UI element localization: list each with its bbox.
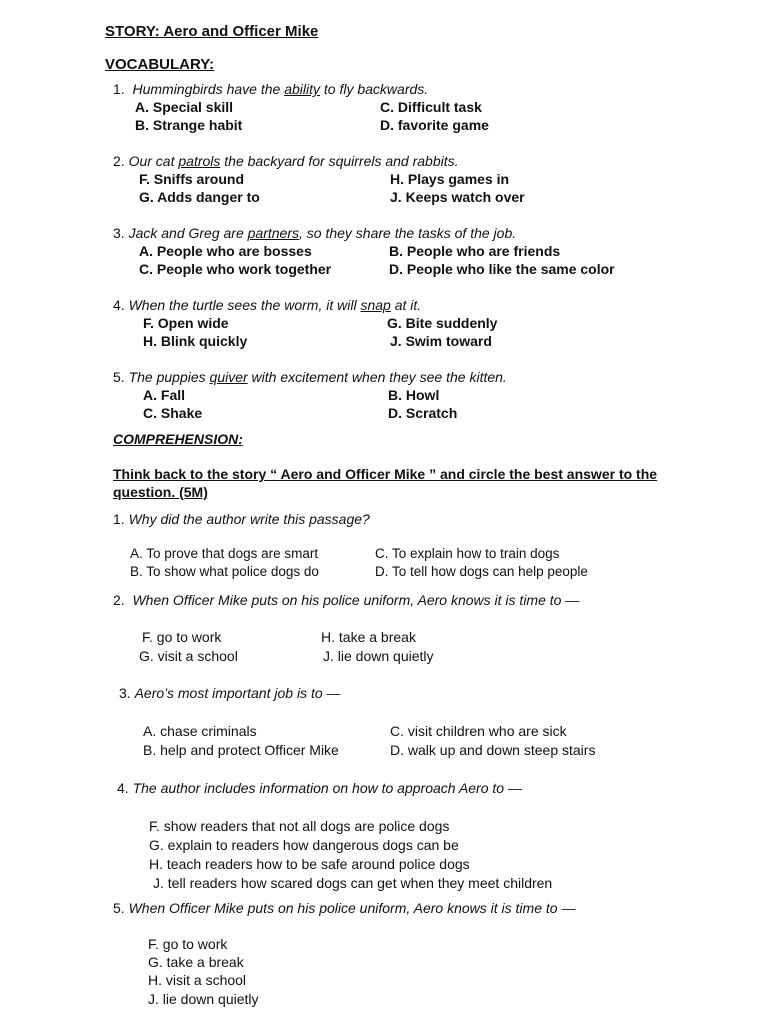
vocab-q1-option-c[interactable]: C. Difficult task bbox=[380, 99, 482, 115]
vocab-q1-option-b[interactable]: B. Strange habit bbox=[135, 117, 243, 133]
comp-q2-option-f[interactable]: F. go to work bbox=[142, 629, 222, 645]
comp-q3-option-a[interactable]: A. chase criminals bbox=[143, 723, 257, 739]
story-title: STORY: Aero and Officer Mike bbox=[105, 23, 319, 40]
vocab-q5-option-a[interactable]: A. Fall bbox=[143, 387, 186, 403]
vocab-question-1: 1. Hummingbirds have the ability to fly backwards. bbox=[113, 81, 429, 97]
vocab-q5-option-c[interactable]: C. Shake bbox=[143, 405, 203, 421]
vocab-q5-option-d[interactable]: D. Scratch bbox=[388, 405, 458, 421]
vocab-q2-option-f[interactable]: F. Sniffs around bbox=[139, 171, 244, 187]
comp-q3-option-b[interactable]: B. help and protect Officer Mike bbox=[143, 742, 339, 758]
comp-q1-option-c[interactable]: C. To explain how to train dogs bbox=[375, 546, 560, 561]
comp-q3-option-c[interactable]: C. visit children who are sick bbox=[390, 723, 567, 739]
vocab-q3-option-d[interactable]: D. People who like the same color bbox=[389, 261, 615, 277]
vocab-q3-option-a[interactable]: A. People who are bosses bbox=[139, 243, 312, 259]
vocab-question-2: 2. Our cat patrols the backyard for squirrels and rabbits. bbox=[113, 153, 459, 169]
vocab-question-4: 4. When the turtle sees the worm, it will snap at it. bbox=[113, 297, 422, 313]
comp-q5-option-f[interactable]: F. go to work bbox=[148, 936, 228, 952]
comp-q2-option-g[interactable]: G. visit a school bbox=[139, 648, 238, 664]
comp-q4-option-f[interactable]: F. show readers that not all dogs are police dogs bbox=[149, 818, 450, 834]
comp-q1-option-b[interactable]: B. To show what police dogs do bbox=[130, 564, 319, 579]
vocab-q4-option-g[interactable]: G. Bite suddenly bbox=[387, 315, 498, 331]
comp-q5-option-g[interactable]: G. take a break bbox=[148, 954, 244, 970]
comp-q1-option-a[interactable]: A. To prove that dogs are smart bbox=[130, 546, 319, 561]
vocab-q4-option-h[interactable]: H. Blink quickly bbox=[143, 333, 248, 349]
vocab-q2-option-h[interactable]: H. Plays games in bbox=[390, 171, 510, 187]
comp-question-2: 2. When Officer Mike puts on his police uniform, Aero knows it is time to — bbox=[113, 592, 580, 608]
comprehension-instruction-line-2: question. (5M) bbox=[113, 484, 208, 500]
vocab-q1-option-a[interactable]: A. Special skill bbox=[135, 99, 234, 115]
comp-question-1: 1. Why did the author write this passage? bbox=[113, 511, 370, 527]
comp-q4-option-g[interactable]: G. explain to readers how dangerous dogs can be bbox=[149, 837, 459, 853]
vocab-q4-option-j[interactable]: J. Swim toward bbox=[390, 333, 492, 349]
comp-q1-option-d[interactable]: D. To tell how dogs can help people bbox=[375, 564, 588, 579]
comprehension-heading: COMPREHENSION: bbox=[113, 431, 243, 447]
vocab-q1-option-d[interactable]: D. favorite game bbox=[380, 117, 489, 133]
comp-q5-option-h[interactable]: H. visit a school bbox=[148, 972, 247, 988]
comp-q5-option-j[interactable]: J. lie down quietly bbox=[148, 991, 259, 1007]
vocabulary-heading: VOCABULARY: bbox=[105, 56, 215, 73]
comp-question-4: 4. The author includes information on how to approach Aero to — bbox=[117, 780, 522, 796]
vocab-q4-option-f[interactable]: F. Open wide bbox=[143, 315, 229, 331]
vocab-q5-option-b[interactable]: B. Howl bbox=[388, 387, 440, 403]
vocab-question-3: 3. Jack and Greg are partners, so they share the tasks of the job. bbox=[113, 225, 517, 241]
comp-q4-option-h[interactable]: H. teach readers how to be safe around police dogs bbox=[149, 856, 470, 872]
comp-q3-option-d[interactable]: D. walk up and down steep stairs bbox=[390, 742, 596, 758]
vocab-q2-option-g[interactable]: G. Adds danger to bbox=[139, 189, 260, 205]
comp-q2-option-j[interactable]: J. lie down quietly bbox=[323, 648, 434, 664]
vocab-q2-option-j[interactable]: J. Keeps watch over bbox=[390, 189, 525, 205]
vocab-q3-option-b[interactable]: B. People who are friends bbox=[389, 243, 561, 259]
comprehension-instruction-line-1: Think back to the story “ Aero and Officer Mike ” and circle the best answer to the bbox=[113, 466, 658, 482]
comp-q2-option-h[interactable]: H. take a break bbox=[321, 629, 416, 645]
comp-q4-option-j[interactable]: J. tell readers how scared dogs can get when they meet children bbox=[153, 875, 553, 891]
vocab-q3-option-c[interactable]: C. People who work together bbox=[139, 261, 332, 277]
comp-question-3: 3. Aero’s most important job is to — bbox=[119, 685, 341, 701]
vocab-question-5: 5. The puppies quiver with excitement when they see the kitten. bbox=[113, 369, 507, 385]
comp-question-5: 5. When Officer Mike puts on his police uniform, Aero knows it is time to — bbox=[113, 900, 576, 916]
